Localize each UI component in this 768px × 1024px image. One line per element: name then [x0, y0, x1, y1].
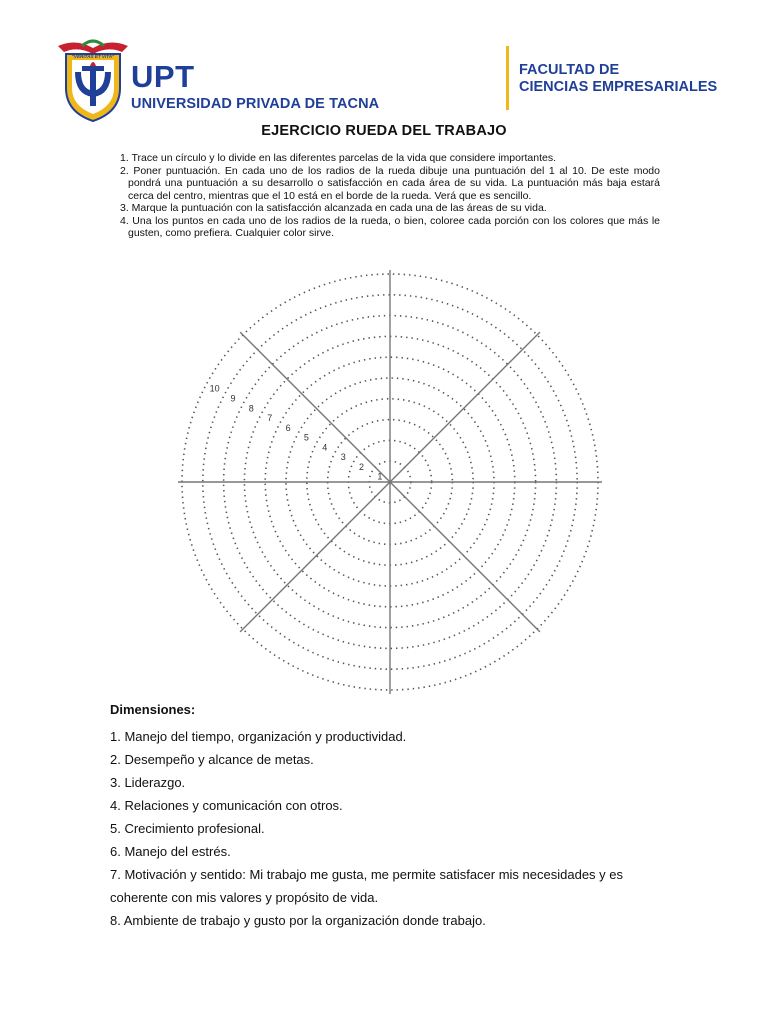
- instruction-item: 2. Poner puntuación. En cada uno de los radios de la rueda dibuje una puntuación del 1 al 10. De este modo pondrá una puntuación a su desarrollo o satisfacción en cada área de su vida. La puntuación más baja estará cerca del centro, mientras que el 10 está en el borde de la rueda. Verá que es sencillo.: [120, 164, 660, 202]
- faculty-line-2: CIENCIAS EMPRESARIALES: [519, 79, 718, 95]
- university-abbreviation: UPT: [131, 59, 195, 94]
- dimensions-section: [110, 702, 670, 932]
- instruction-item: 4. Una los puntos en cada uno de los radios de la rueda, o bien, coloree cada porción con los colores que más le gusten, como prefiera. Cualquier color sirve.: [120, 214, 660, 239]
- instruction-item: 1. Trace un círculo y lo divide en las diferentes parcelas de la vida que considere importantes.: [120, 152, 556, 164]
- faculty-line-1: FACULTAD DE: [519, 62, 620, 78]
- wheel-scale-label: 7: [267, 413, 273, 423]
- page-header: [0, 0, 768, 130]
- university-name: UNIVERSIDAD PRIVADA DE TACNA: [131, 96, 380, 112]
- wheel-scale-label: 9: [230, 393, 236, 404]
- dimension-item: 7. Motivación y sentido: Mi trabajo me gusta, me permite satisfacer mis necesidades y es coherente con mis valores y propósito de vida.: [110, 867, 623, 905]
- wheel-scale-label: 2: [358, 461, 365, 472]
- wheel-scale-label: 6: [285, 422, 291, 433]
- logo-motto: "VERITAS ET VITA": [71, 54, 115, 59]
- instructions-list: [118, 152, 660, 240]
- faculty-name: [519, 62, 717, 96]
- page-title: EJERCICIO RUEDA DEL TRABAJO: [261, 123, 507, 139]
- crest-t-bar: [82, 66, 104, 71]
- dimension-item: 6. Manejo del estrés.: [110, 844, 231, 859]
- wheel-spoke: [390, 332, 540, 482]
- wheel-scale-label: 3: [340, 452, 346, 463]
- wheel-scale-label: 4: [322, 442, 328, 453]
- crest-red-ribbon: [58, 42, 128, 54]
- wheel-scale-label: 1: [377, 471, 383, 482]
- laurel-icon: [82, 41, 104, 46]
- header-divider: [506, 46, 509, 110]
- instruction-item: 3. Marque la puntuación con la satisfacción alcanzada en cada una de las áreas de su vida.: [120, 202, 547, 214]
- dimensions-title: Dimensiones:: [110, 702, 196, 717]
- wheel-spoke: [240, 482, 390, 632]
- wheel-scale-label: 10: [209, 383, 220, 394]
- wheel-spoke: [240, 332, 390, 482]
- dimension-item: 2. Desempeño y alcance de metas.: [110, 752, 314, 767]
- dimension-item: 5. Crecimiento profesional.: [110, 821, 265, 836]
- crest-torch-stem: [90, 66, 96, 106]
- university-brand: [131, 60, 379, 112]
- dimension-item: 1. Manejo del tiempo, organización y productividad.: [110, 729, 407, 744]
- dimension-item: 4. Relaciones y comunicación con otros.: [110, 798, 343, 813]
- work-wheel-diagram: [178, 270, 602, 694]
- wheel-spoke: [390, 482, 540, 632]
- university-crest-logo: [56, 36, 130, 122]
- dimension-item: 8. Ambiente de trabajo y gusto por la organización donde trabajo.: [110, 913, 486, 928]
- wheel-scale-label: 8: [248, 403, 254, 414]
- wheel-scale-label: 5: [303, 432, 309, 443]
- dimension-item: 3. Liderazgo.: [110, 775, 186, 790]
